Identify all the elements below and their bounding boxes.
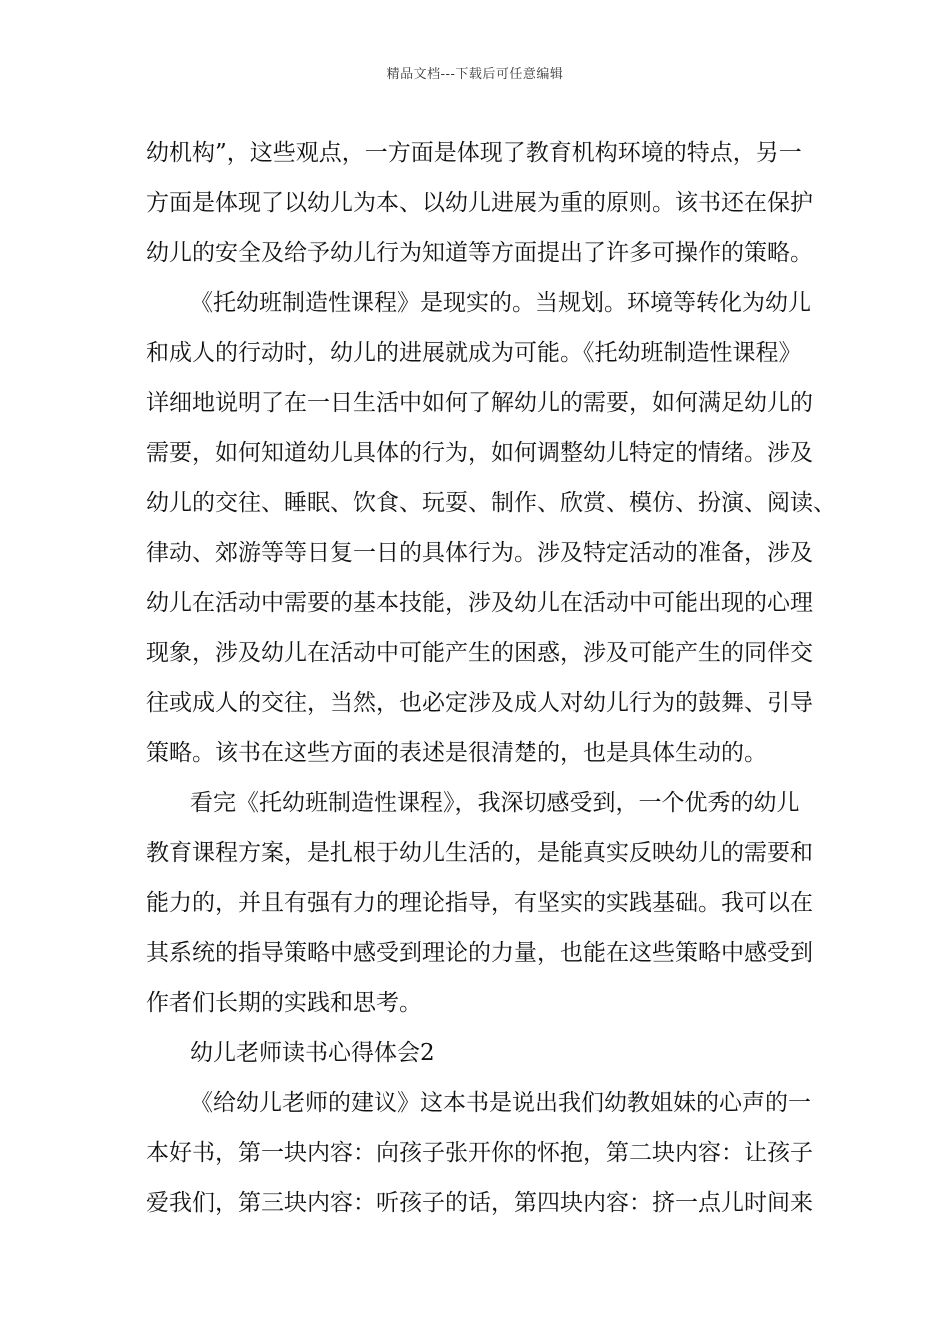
text-line: 幼儿的交往、睡眠、饮食、玩耍、制作、欣赏、模仿、扮演、阅读、 [146, 490, 836, 516]
text-line: 幼儿在活动中需要的基本技能，涉及幼儿在活动中可能出现的心理 [146, 590, 813, 616]
text-line: 幼儿的安全及给予幼儿行为知道等方面提出了许多可操作的策略。 [146, 240, 813, 266]
text-line: 需要，如何知道幼儿具体的行为，如何调整幼儿特定的情绪。涉及 [146, 440, 813, 466]
text-line: 详细地说明了在一日生活中如何了解幼儿的需要，如何满足幼儿的 [146, 390, 813, 416]
text-line: 《给幼儿老师的建议》这本书是说出我们幼教姐妹的心声的一 [190, 1090, 811, 1116]
text-line: 《托幼班制造性课程》是现实的。当规划。环境等转化为幼儿 [190, 290, 811, 316]
text-line: 本好书，第一块内容：向孩子张开你的怀抱，第二块内容：让孩子 [146, 1140, 813, 1166]
text-line: 现象，涉及幼儿在活动中可能产生的困惑，涉及可能产生的同伴交 [146, 640, 813, 666]
text-line: 方面是体现了以幼儿为本、以幼儿进展为重的原则。该书还在保护 [146, 190, 813, 216]
text-line: 其系统的指导策略中感受到理论的力量，也能在这些策略中感受到 [146, 940, 813, 966]
page-header: 精品文档---下载后可任意编辑 [386, 67, 564, 82]
text-line: 教育课程方案，是扎根于幼儿生活的，是能真实反映幼儿的需要和 [146, 840, 813, 866]
text-line: 看完《托幼班制造性课程》，我深切感受到，一个优秀的幼儿 [190, 790, 800, 816]
text-line: 作者们长期的实践和思考。 [146, 990, 422, 1016]
text-line: 能力的，并且有强有力的理论指导，有坚实的实践基础。我可以在 [146, 890, 813, 916]
text-line: 往或成人的交往，当然，也必定涉及成人对幼儿行为的鼓舞、引导 [146, 690, 813, 716]
text-line: 幼机构”，这些观点，一方面是体现了教育机构环境的特点，另一 [146, 140, 802, 166]
text-line: 和成人的行动时，幼儿的进展就成为可能。《托幼班制造性课程》 [146, 340, 802, 366]
text-line: 策略。该书在这些方面的表述是很清楚的，也是具体生动的。 [146, 740, 767, 766]
text-line: 律动、郊游等等日复一日的具体行为。涉及特定活动的准备，涉及 [146, 540, 813, 566]
section-heading: 幼儿老师读书心得体会2 [190, 1040, 435, 1066]
text-line: 爱我们，第三块内容：听孩子的话，第四块内容：挤一点儿时间来 [146, 1190, 813, 1216]
